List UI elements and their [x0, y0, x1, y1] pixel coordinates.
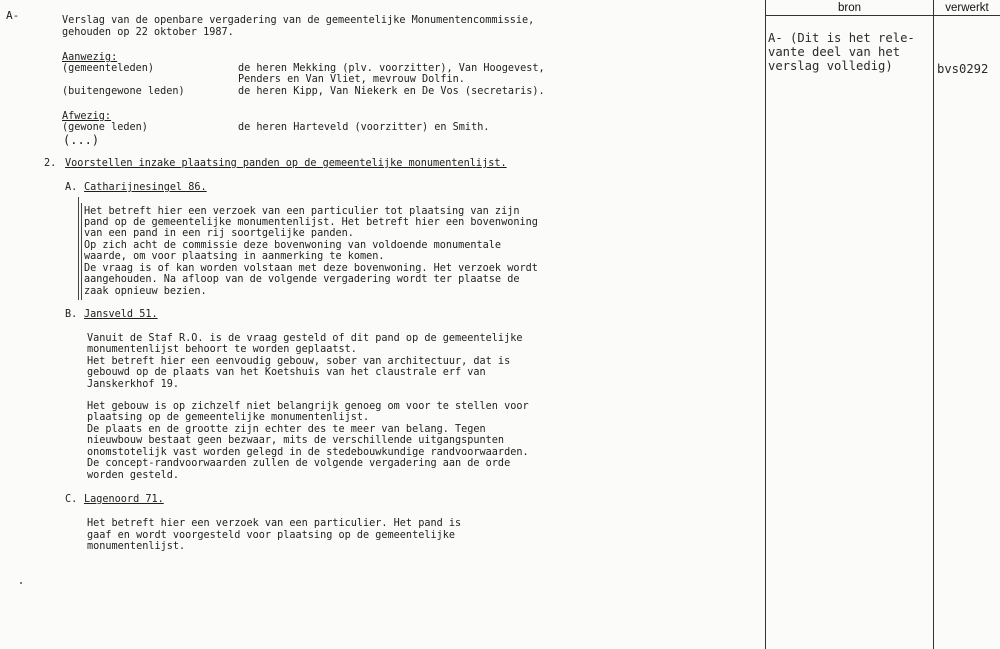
section-a-margin-bar-2	[81, 203, 82, 300]
section-a-line-7: aangehouden. Na afloop van de volgende vergadering wordt ter plaatse de	[84, 274, 520, 285]
column-header-verwerkt: verwerkt	[945, 2, 989, 14]
item-title: Voorstellen inzake plaatsing panden op de gemeentelijke monumentenlijst.	[65, 158, 507, 169]
present-members-2: Penders en Van Vliet, mevrouw Dolfin.	[238, 74, 465, 85]
section-a-line-1: Het betreft hier een verzoek van een particulier tot plaatsing van zijn	[84, 206, 520, 217]
verwerkt-code: bvs0292	[937, 62, 989, 76]
section-a-line-5: waarde, om voor plaatsing in aanmerking te komen.	[84, 251, 385, 262]
section-a-line-3: van een pand in een rij soortgelijke panden.	[84, 228, 354, 239]
ellipsis-mark: (...)	[63, 133, 100, 147]
bron-note-line-2: vante deel van het	[768, 45, 901, 59]
section-b-line-5: Janskerkhof 19.	[87, 379, 180, 390]
section-a-line-8: zaak opnieuw bezien.	[84, 286, 207, 297]
section-c-line-2: gaaf en wordt voorgesteld voor plaatsing op de gemeentelijke	[87, 530, 456, 541]
section-c-title: Lagenoord 71.	[84, 494, 164, 505]
absent-heading: Afwezig:	[62, 111, 112, 122]
intro-line-2: gehouden op 22 oktober 1987.	[62, 27, 234, 38]
side-table-divider	[933, 0, 934, 649]
present-extra: de heren Kipp, Van Niekerk en De Vos (secretaris).	[238, 86, 545, 97]
section-b-title: Jansveld 51.	[84, 309, 158, 320]
section-b2-line-6: De concept-randvoorwaarden zullen de volgende vergadering aan de orde	[87, 458, 511, 469]
section-c-letter: C.	[65, 494, 78, 505]
present-extra-label: (buitengewone leden)	[62, 86, 185, 97]
section-b-line-2: monumentenlijst behoort te worden geplaatst.	[87, 344, 357, 355]
present-members-label: (gemeenteleden)	[62, 63, 155, 74]
section-b-line-3: Het betreft hier een eenvoudig gebouw, sober van architectuur, dat is	[87, 356, 511, 367]
absent-label: (gewone leden)	[62, 122, 148, 133]
ref-letter: A-	[6, 9, 20, 22]
section-c-line-3: monumentenlijst.	[87, 541, 186, 552]
section-a-line-4: Op zich acht de commissie deze bovenwoning van voldoende monumentale	[84, 240, 502, 251]
section-b2-line-7: worden gesteld.	[87, 470, 180, 481]
section-a-margin-bar	[78, 197, 79, 300]
item-number: 2.	[44, 158, 57, 169]
section-b-line-4: gebouwd op de plaats van het Koetshuis van het claustrale erf van	[87, 367, 486, 378]
side-table-left-border	[765, 0, 766, 649]
bron-note-line-1: A- (Dit is het rele-	[768, 31, 915, 45]
bron-note-line-3: verslag volledig)	[768, 59, 893, 73]
section-b2-line-4: nieuwbouw bestaat geen bezwaar, mits de verschillende uitgangspunten	[87, 435, 505, 446]
present-members-1: de heren Mekking (plv. voorzitter), Van Hoogevest,	[238, 63, 545, 74]
section-b2-line-2: plaatsing op de gemeentelijke monumentenlijst.	[87, 412, 370, 423]
absent-members: de heren Harteveld (voorzitter) en Smith.	[238, 122, 490, 133]
column-header-bron: bron	[837, 2, 862, 14]
intro-line-1: Verslag van de openbare vergadering van de gemeentelijke Monumentencommissie,	[62, 15, 535, 26]
section-b-letter: B.	[65, 309, 78, 320]
section-a-line-2: pand op de gemeentelijke monumentenlijst. Het betreft hier een bovenwoning	[84, 217, 538, 228]
margin-dot	[20, 582, 22, 584]
section-c-line-1: Het betreft hier een verzoek van een particulier. Het pand is	[87, 518, 462, 529]
section-b2-line-3: De plaats en de grootte zijn echter des te meer van belang. Tegen	[87, 424, 486, 435]
present-heading: Aanwezig:	[62, 52, 118, 63]
side-table-header-rule	[765, 15, 1000, 16]
section-a-title: Catharijnesingel 86.	[84, 182, 207, 193]
section-b-line-1: Vanuit de Staf R.O. is de vraag gesteld of dit pand op de gemeentelijke	[87, 333, 523, 344]
section-a-line-6: De vraag is of kan worden volstaan met deze bovenwoning. Het verzoek wordt	[84, 263, 538, 274]
section-a-letter: A.	[65, 182, 78, 193]
section-b2-line-1: Het gebouw is op zichzelf niet belangrijk genoeg om voor te stellen voor	[87, 401, 529, 412]
section-b2-line-5: onomstotelijk vast worden gelegd in de stedebouwkundige randvoorwaarden.	[87, 447, 529, 458]
